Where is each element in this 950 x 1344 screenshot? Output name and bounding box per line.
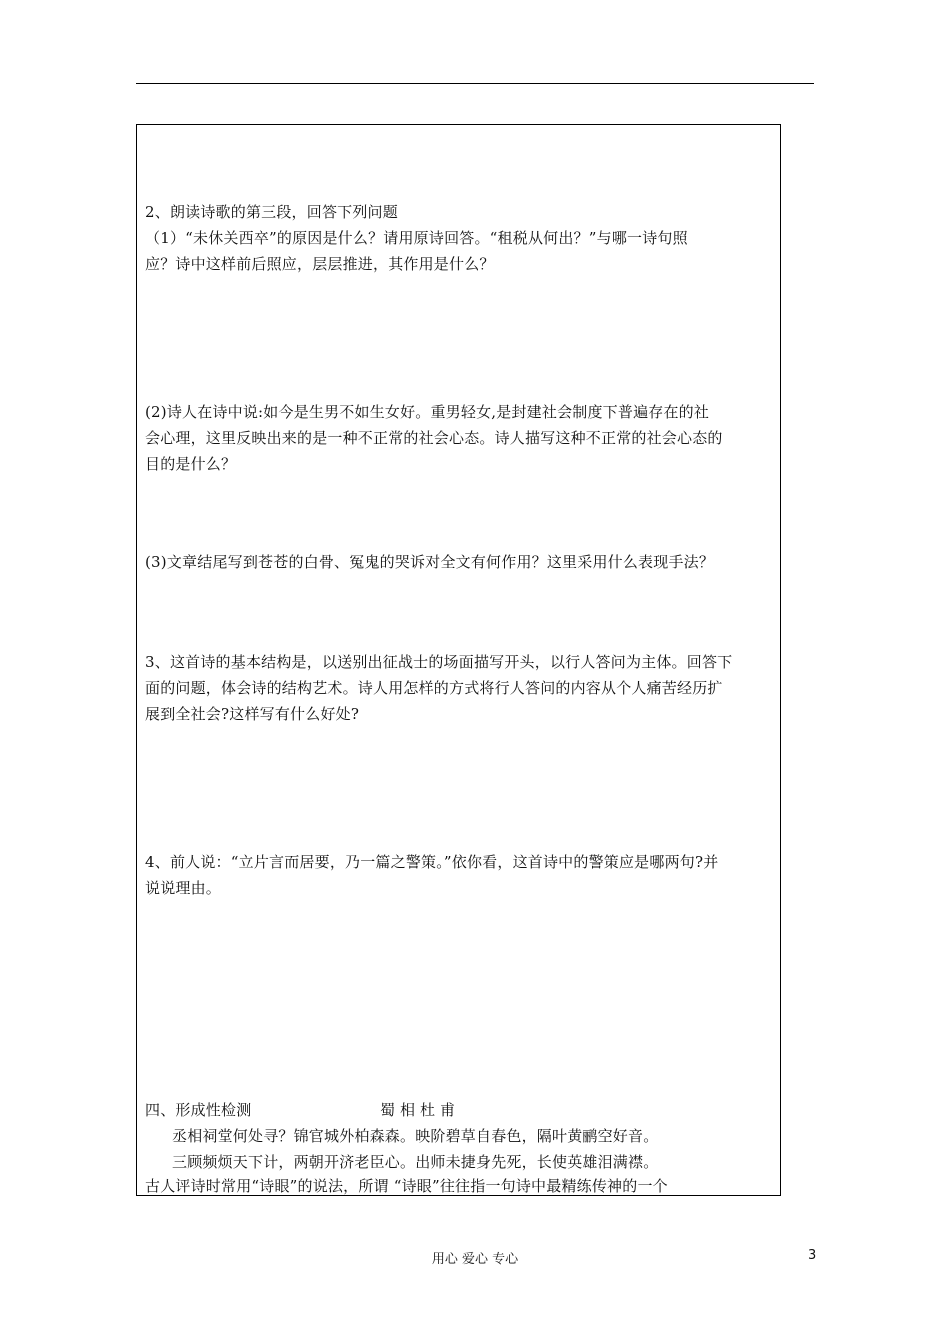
question-4-line-2: 说说理由。 [145, 879, 222, 897]
poem-note-line-1: 古人评诗时常用“诗眼”的说法，所谓 “诗眼”往往指一句诗中最精练传神的一个 [145, 1177, 668, 1195]
question-4-line-1: 4、前人说：“立片言而居要，乃一篇之警策。”依你看，这首诗中的警策应是哪两句?并 [145, 853, 719, 871]
poem-line-2: 三顾频烦天下计，两朝开济老臣心。出师未捷身先死，长使英雄泪满襟。 [172, 1153, 659, 1171]
question-3-line-2: 面的问题，体会诗的结构艺术。诗人用怎样的方式将行人答问的内容从个人痛苦经历扩 [145, 679, 723, 697]
question-2-2-line-3: 目的是什么？ [145, 455, 237, 473]
section-4-heading: 四、形成性检测 [145, 1101, 252, 1119]
question-3-line-1: 3、这首诗的基本结构是，以送别出征战士的场面描写开头，以行人答问为主体。回答下 [145, 653, 733, 671]
question-2-1-line-1: （1）“未休关西卒”的原因是什么？请用原诗回答。“租税从何出？”与哪一诗句照 [145, 229, 688, 247]
page-number: 3 [808, 1248, 817, 1263]
poem-title-author: 蜀相杜甫 [380, 1101, 461, 1119]
question-2-1-line-2: 应？诗中这样前后照应，层层推进，其作用是什么？ [145, 255, 495, 273]
header-rule [136, 83, 814, 84]
question-2-3-line-1: (3)文章结尾写到苍苍的白骨、冤鬼的哭诉对全文有何作用？这里采用什么表现手法？ [145, 553, 715, 571]
poem-line-1: 丞相祠堂何处寻？锦官城外柏森森。映阶碧草自春色，隔叶黄鹂空好音。 [172, 1127, 659, 1145]
question-2-title: 2、朗读诗歌的第三段，回答下列问题 [145, 203, 398, 221]
question-2-2-line-2: 会心理，这里反映出来的是一种不正常的社会心态。诗人描写这种不正常的社会心态的 [145, 429, 723, 447]
footer-text: 用心 爱心 专心 [431, 1252, 519, 1267]
question-2-2-line-1: (2)诗人在诗中说:如今是生男不如生女好。重男轻女,是封建社会制度下普遍存在的社 [145, 403, 710, 421]
question-3-line-3: 展到全社会?这样写有什么好处? [145, 705, 360, 723]
